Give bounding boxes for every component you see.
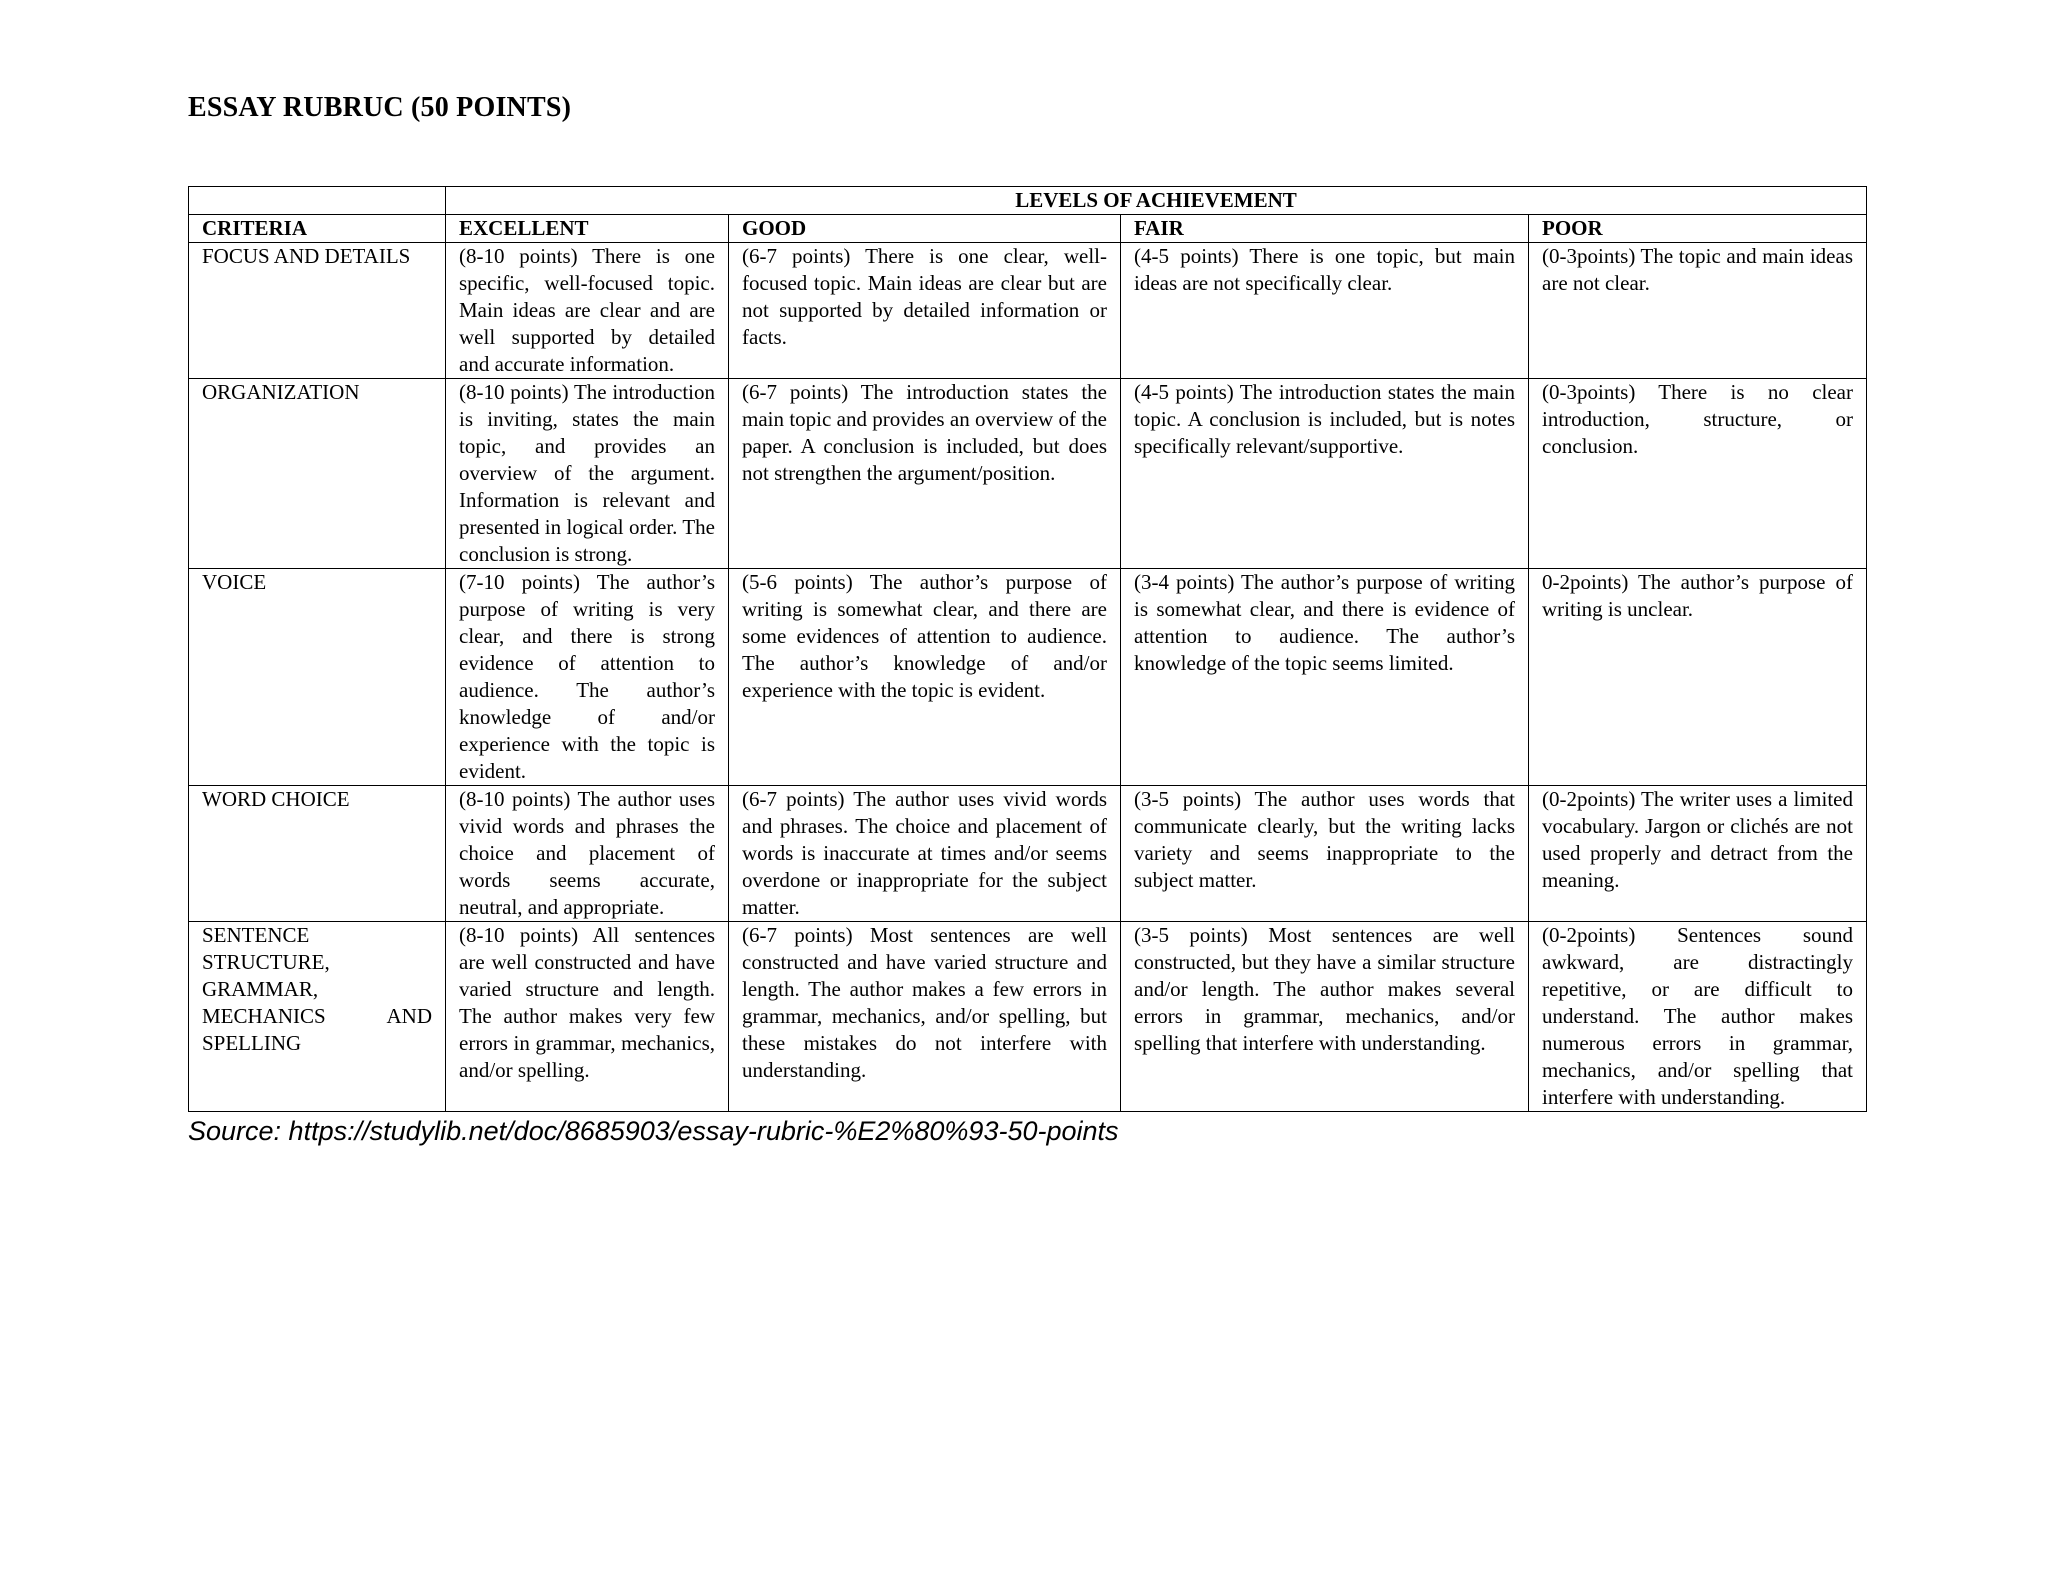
- rubric-table: [188, 186, 1867, 1112]
- table-row: [189, 379, 1867, 569]
- page-title: ESSAY RUBRUC (50 POINTS): [188, 92, 572, 123]
- source-citation: Source: https://studylib.net/doc/8685903/essay-rubric-%E2%80%93-50-points: [188, 1116, 1119, 1146]
- fair-cell: (3-5 points) Most sentences are well constructed, but they have a similar structure and/or length. The author makes several errors in grammar, mechanics, and/or spelling that interfere with understanding.: [1121, 922, 1529, 1112]
- poor-cell: (0-2points) Sentences sound awkward, are distractingly repetitive, or are difficult to understand. The author makes numerous errors in grammar, mechanics, and/or spelling that interfere with understanding.: [1529, 922, 1867, 1112]
- poor-cell: (0-3points) There is no clear introduction, structure, or conclusion.: [1529, 379, 1867, 569]
- good-cell: (6-7 points) Most sentences are well constructed and have varied structure and length. The author makes a few errors in grammar, mechanics, and/or spelling, but these mistakes do not interfere with understanding.: [729, 922, 1121, 1112]
- table-row: [189, 922, 1867, 1112]
- fair-cell: (4-5 points) The introduction states the main topic. A conclusion is included, but is notes specifically relevant/supportive.: [1121, 379, 1529, 569]
- poor-cell: (0-3points) The topic and main ideas are not clear.: [1529, 243, 1867, 379]
- good-cell: (6-7 points) The author uses vivid words and phrases. The choice and placement of words is inaccurate at times and/or seems overdone or inappropriate for the subject matter.: [729, 786, 1121, 922]
- column-header-row: [189, 215, 1867, 243]
- excellent-cell: (8-10 points) There is one specific, well-focused topic. Main ideas are clear and are well supported by detailed and accurate information.: [446, 243, 729, 379]
- column-header-excellent: EXCELLENT: [446, 215, 729, 243]
- table-row: [189, 243, 1867, 379]
- poor-cell: 0-2points) The author’s purpose of writing is unclear.: [1529, 569, 1867, 786]
- group-header-row: [189, 187, 1867, 215]
- good-cell: (6-7 points) The introduction states the main topic and provides an overview of the paper. A conclusion is included, but does not strengthen the argument/position.: [729, 379, 1121, 569]
- poor-cell: (0-2points) The writer uses a limited vocabulary. Jargon or clichés are not used properly and detract from the meaning.: [1529, 786, 1867, 922]
- column-header-poor: POOR: [1529, 215, 1867, 243]
- excellent-cell: (8-10 points) All sentences are well constructed and have varied structure and length. The author makes very few errors in grammar, mechanics, and/or spelling.: [446, 922, 729, 1112]
- criteria-cell: FOCUS AND DETAILS: [189, 243, 446, 379]
- good-cell: (6-7 points) There is one clear, well-focused topic. Main ideas are clear but are not supported by detailed information or facts.: [729, 243, 1121, 379]
- excellent-cell: (8-10 points) The author uses vivid words and phrases the choice and placement of words seems accurate, neutral, and appropriate.: [446, 786, 729, 922]
- excellent-cell: (7-10 points) The author’s purpose of writing is very clear, and there is strong evidence of attention to audience. The author’s knowledge of and/or experience with the topic is evident.: [446, 569, 729, 786]
- fair-cell: (4-5 points) There is one topic, but main ideas are not specifically clear.: [1121, 243, 1529, 379]
- criteria-cell: WORD CHOICE: [189, 786, 446, 922]
- criteria-cell: SENTENCE STRUCTURE, GRAMMAR, MECHANICS AND SPELLING: [189, 922, 446, 1112]
- column-header-fair: FAIR: [1121, 215, 1529, 243]
- fair-cell: (3-5 points) The author uses words that communicate clearly, but the writing lacks variety and seems inappropriate to the subject matter.: [1121, 786, 1529, 922]
- criteria-cell: VOICE: [189, 569, 446, 786]
- column-header-good: GOOD: [729, 215, 1121, 243]
- levels-of-achievement-header: LEVELS OF ACHIEVEMENT: [446, 187, 1867, 215]
- criteria-cell: ORGANIZATION: [189, 379, 446, 569]
- excellent-cell: (8-10 points) The introduction is inviting, states the main topic, and provides an overview of the argument. Information is relevant and presented in logical order. The conclusion is strong.: [446, 379, 729, 569]
- table-row: [189, 569, 1867, 786]
- empty-corner-cell: [189, 187, 446, 215]
- fair-cell: (3-4 points) The author’s purpose of writing is somewhat clear, and there is evidence of attention to audience. The author’s knowledge of the topic seems limited.: [1121, 569, 1529, 786]
- table-row: [189, 786, 1867, 922]
- good-cell: (5-6 points) The author’s purpose of writing is somewhat clear, and there are some evidences of attention to audience. The author’s knowledge of and/or experience with the topic is evident.: [729, 569, 1121, 786]
- column-header-criteria: CRITERIA: [189, 215, 446, 243]
